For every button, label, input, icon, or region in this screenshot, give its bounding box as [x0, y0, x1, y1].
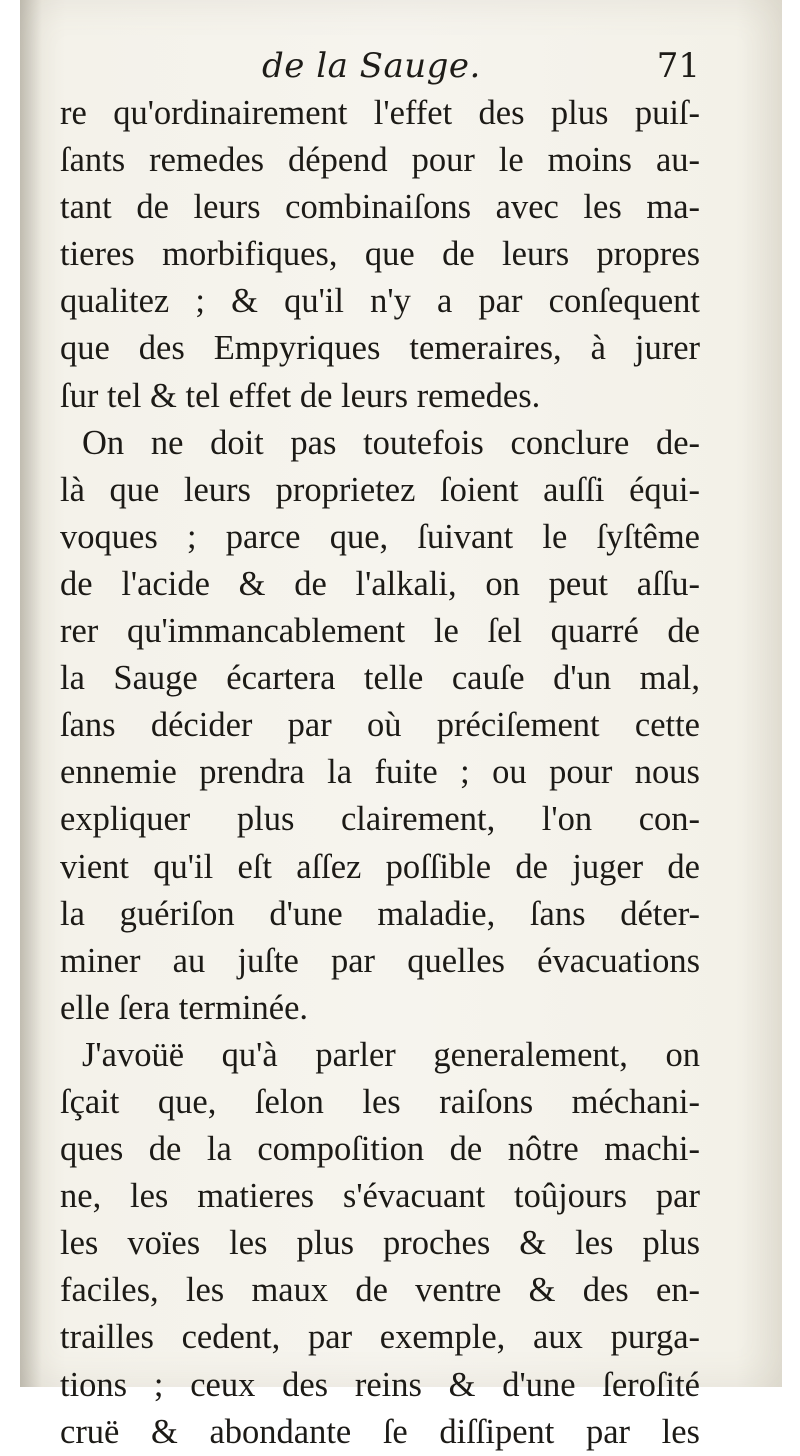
paragraph-start-line: J'avoüë qu'à parler generalement, on: [82, 1035, 700, 1074]
paragraph-end-line: ſur tel & tel effet de leurs remedes.: [60, 376, 541, 415]
text-line: ſants remedes dépend pour le moins au-: [60, 141, 700, 180]
text-line: miner au juſte par quelles évacuations: [60, 941, 700, 980]
text-line: vient qu'il eſt aſſez poſſible de juger de: [60, 847, 700, 886]
text-line: rer qu'immancablement le ſel quarré de: [60, 612, 700, 651]
text-line: les voïes les plus proches & les plus: [60, 1224, 700, 1263]
text-line: ne, les matieres s'évacuant toûjours par: [60, 1177, 700, 1216]
text-line: trailles cedent, par exemple, aux purga-: [60, 1318, 700, 1357]
text-line: ques de la compoſition de nôtre machi-: [60, 1130, 700, 1169]
text-line: tant de leurs combinaiſons avec les ma-: [60, 188, 700, 227]
binding-shadow: [20, 0, 42, 1387]
body-text: [60, 90, 700, 1456]
running-head: de la Sauge.: [262, 46, 481, 86]
text-line: tieres morbifiques, que de leurs propres: [60, 235, 700, 274]
text-line: tions ; ceux des reins & d'une ſeroſité: [60, 1365, 700, 1404]
text-line: que des Empyriques temeraires, à jurer: [60, 329, 700, 368]
text-line: ſans décider par où préciſement cette: [60, 706, 700, 745]
text-line: de l'acide & de l'alkali, on peut aſſu-: [60, 564, 700, 603]
page-header: [60, 46, 700, 90]
text-line: ſçait que, ſelon les raiſons méchani-: [60, 1082, 700, 1121]
page-number: 71: [656, 46, 700, 86]
text-line: la Sauge écartera telle cauſe d'un mal,: [60, 659, 700, 698]
text-line: ennemie prendra la fuite ; ou pour nous: [60, 753, 700, 792]
text-line: expliquer plus clairement, l'on con-: [60, 800, 700, 839]
text-line: là que leurs proprietez ſoient auſſi équi-: [60, 470, 700, 509]
text-line: la guériſon d'une maladie, ſans déter-: [60, 894, 700, 933]
paragraph-end-line: elle ſera terminée.: [60, 988, 309, 1027]
text-line: qualitez ; & qu'il n'y a par conſequent: [60, 282, 700, 321]
text-line: faciles, les maux de ventre & des en-: [60, 1271, 700, 1310]
text-line: cruë & abondante ſe diſſipent par les: [60, 1412, 700, 1451]
text-line: voques ; parce que, ſuivant le ſyſtême: [60, 517, 700, 556]
paragraph-start-line: On ne doit pas toutefois conclure de-: [82, 423, 700, 462]
text-line: re qu'ordinairement l'effet des plus puiſ-: [60, 94, 700, 132]
